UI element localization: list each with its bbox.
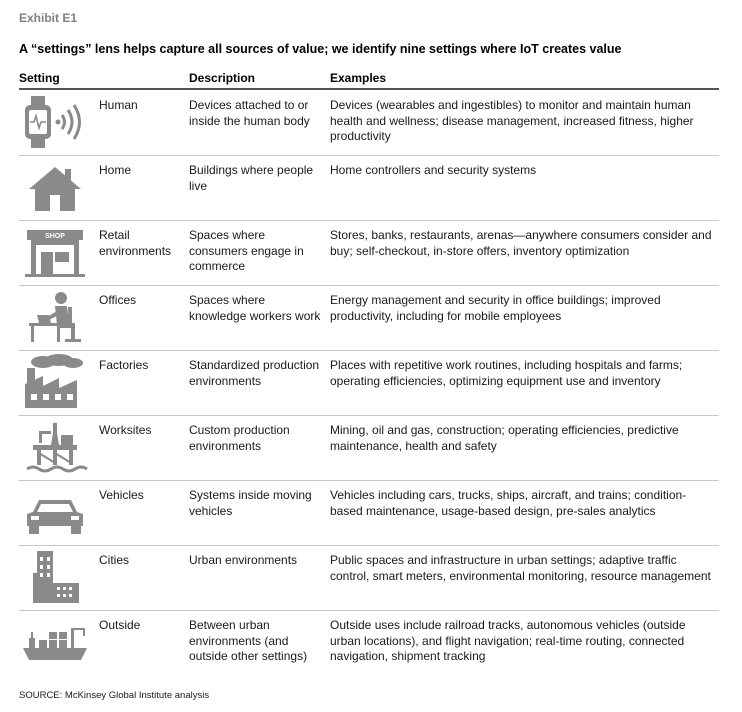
header-examples: Examples: [330, 71, 387, 85]
smartwatch-icon: [21, 94, 89, 150]
setting-examples: Places with repetitive work routines, including hospitals and farms; operating efficiencies, optimizing equipment use and inventory: [330, 358, 683, 388]
setting-description: Devices attached to or inside the human body: [189, 98, 310, 128]
source-note: SOURCE: McKinsey Global Institute analysis: [19, 690, 210, 701]
factory-icon: [21, 354, 89, 410]
setting-name: Human: [99, 98, 138, 112]
setting-examples: Vehicles including cars, trucks, ships, aircraft, and trains; condition-based maintenance, usage-based design, pre-sales analytics: [330, 488, 687, 518]
exhibit-label: Exhibit E1: [19, 11, 78, 25]
setting-name: Retail environments: [99, 228, 172, 258]
table-row: [19, 155, 719, 221]
table-row: [19, 610, 719, 675]
header-description: Description: [189, 71, 256, 85]
office-worker-icon: [21, 289, 89, 345]
setting-examples: Stores, banks, restaurants, arenas—anywhere consumers consider and buy; self-checkout, in-store offers, inventory optimization: [330, 228, 712, 258]
table-row: [19, 545, 719, 611]
table-row: [19, 415, 719, 481]
setting-examples: Energy management and security in office buildings; improved productivity, including for mobile employees: [330, 293, 661, 323]
setting-description: Custom production environments: [189, 423, 290, 453]
setting-description: Spaces where knowledge workers work: [189, 293, 321, 323]
table-row: [19, 285, 719, 351]
setting-examples: Public spaces and infrastructure in urban settings; adaptive traffic control, smart meters, environmental monitoring, resource management: [330, 553, 711, 583]
table-row: [19, 90, 719, 156]
shop-icon: [21, 224, 89, 280]
cargo-ship-icon: [21, 614, 89, 670]
oil-rig-icon: [21, 419, 89, 475]
page-title: A “settings” lens helps capture all sources of value; we identify nine settings where IoT creates value: [19, 42, 622, 56]
setting-name: Outside: [99, 618, 141, 632]
setting-examples: Home controllers and security systems: [330, 163, 537, 177]
setting-description: Systems inside moving vehicles: [189, 488, 312, 518]
setting-name: Factories: [99, 358, 149, 372]
header-setting: Setting: [19, 71, 60, 85]
setting-name: Home: [99, 163, 132, 177]
setting-description: Between urban environments (and outside other settings): [189, 618, 308, 663]
setting-examples: Devices (wearables and ingestibles) to monitor and maintain human health and wellness; disease management, increased fitness, higher productivity: [330, 98, 694, 143]
table-row: [19, 220, 719, 286]
setting-description: Standardized production environments: [189, 358, 320, 388]
city-buildings-icon: [21, 549, 89, 605]
setting-description: Buildings where people live: [189, 163, 314, 193]
car-icon: [21, 484, 89, 540]
setting-description: Urban environments: [189, 553, 298, 567]
svg-text:SHOP: SHOP: [45, 233, 65, 241]
setting-name: Cities: [99, 553, 130, 567]
setting-name: Vehicles: [99, 488, 144, 502]
house-icon: [21, 159, 89, 215]
setting-name: Worksites: [99, 423, 152, 437]
setting-name: Offices: [99, 293, 137, 307]
table-row: [19, 480, 719, 546]
setting-examples: Outside uses include railroad tracks, autonomous vehicles (outside urban locations), and flight navigation; real-time routing, connected navigation, shipment tracking: [330, 618, 686, 663]
table-row: [19, 350, 719, 416]
setting-examples: Mining, oil and gas, construction; operating efficiencies, predictive maintenance, health and safety: [330, 423, 679, 453]
setting-description: Spaces where consumers engage in commerce: [189, 228, 304, 273]
